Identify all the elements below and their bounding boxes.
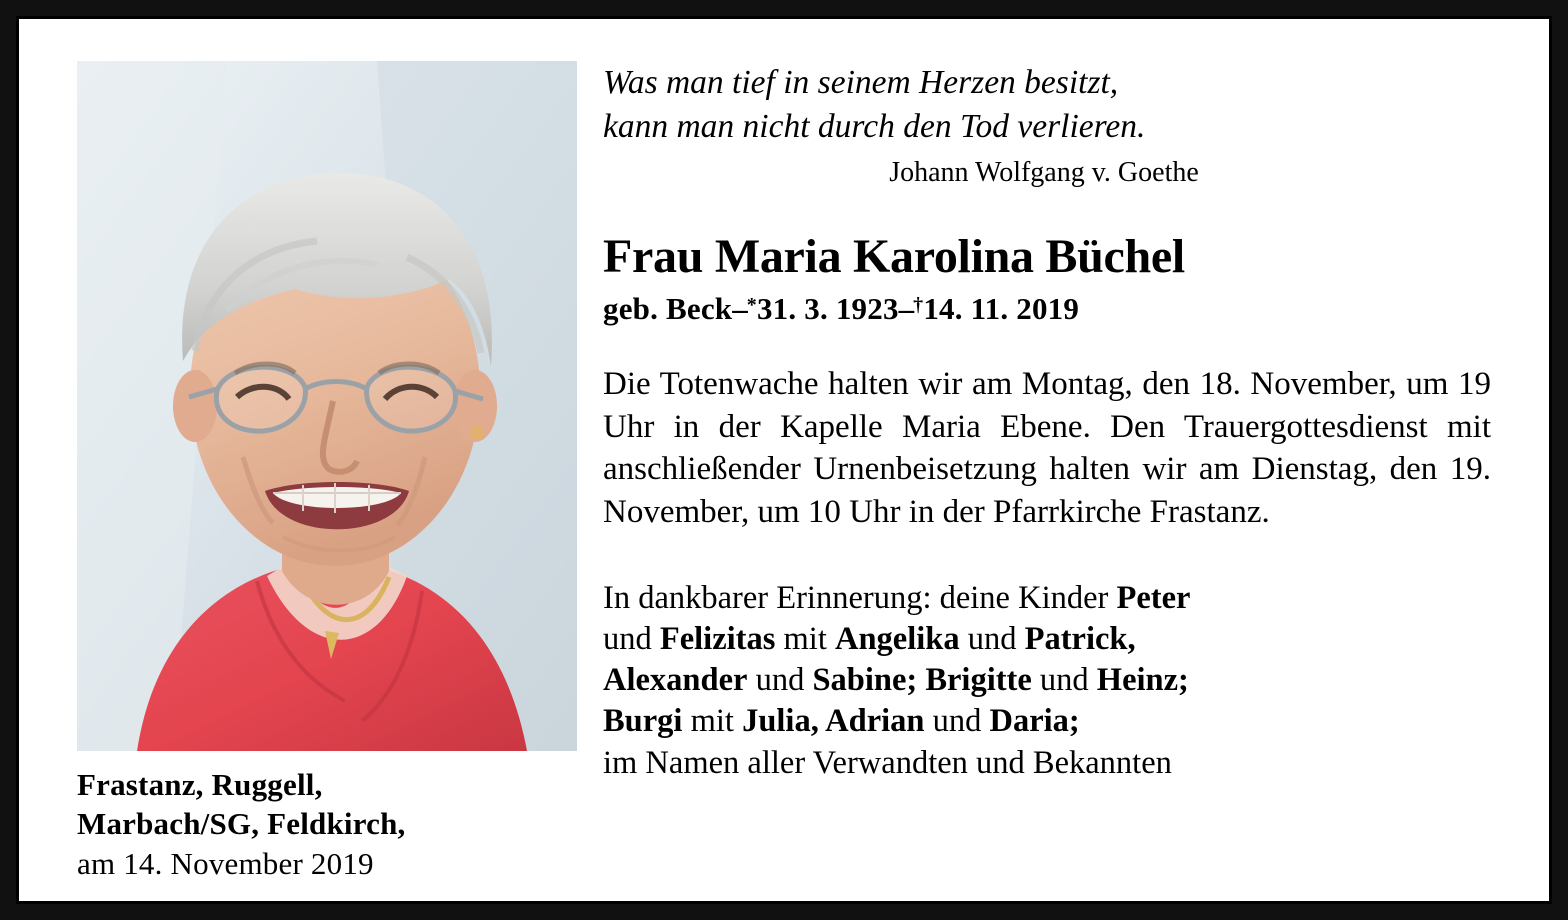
memory-name-daria: Daria; [989, 703, 1080, 740]
memory-line-5: im Namen aller Verwandten und Bekannten [603, 744, 1172, 781]
place-line-2: Marbach/SG, Feldkirch, [77, 806, 406, 842]
memory-l2-text-c: und [959, 620, 1025, 657]
death-date: 14. 11. 2019 [923, 291, 1080, 327]
memory-name-patrick: Patrick, [1024, 620, 1136, 657]
memory-block [603, 578, 1491, 784]
memory-name-felizitas: Felizitas [659, 620, 776, 657]
memory-name-sabine-brigitte: Sabine; Brigitte [812, 662, 1032, 699]
quote-block [603, 61, 1491, 149]
memory-l4-text-a: mit [682, 703, 743, 740]
left-column [19, 19, 579, 901]
cross-symbol-icon: † [913, 294, 924, 317]
quote-author: Johann Wolfgang v. Goethe [889, 157, 1199, 189]
life-dates-line [603, 291, 1491, 327]
memory-l4-text-b: und [924, 703, 990, 740]
quote-line-2: kann man nicht durch den Tod verlieren. [603, 108, 1146, 146]
memory-name-peter: Peter [1116, 579, 1191, 616]
name-block [603, 231, 1491, 327]
memory-name-angelika: Angelika [834, 620, 960, 657]
portrait-illustration [77, 61, 577, 751]
place-line-1: Frastanz, Ruggell, [77, 767, 323, 802]
memory-line-1 [603, 578, 1491, 619]
memory-line-3 [603, 660, 1491, 701]
birth-symbol-icon: * [746, 294, 757, 317]
dash-2: – [898, 291, 914, 327]
birth-date: 31. 3. 1923 [756, 291, 899, 327]
memory-l2-text-a: und [603, 620, 660, 657]
memory-l1-text: In dankbarer Erinnerung: deine Kinder [603, 579, 1117, 616]
memory-l3-text-b: und [1031, 662, 1097, 699]
dash-1: – [732, 291, 747, 327]
memory-name-burgi: Burgi [603, 703, 683, 740]
right-column [579, 19, 1549, 901]
memory-l2-text-b: mit [775, 620, 835, 657]
maiden-name: geb. Beck [603, 291, 733, 327]
memory-line-4 [603, 701, 1491, 742]
service-details-text: Die Totenwache halten wir am Montag, den 18. November, um 19 Uhr in der Kapelle Maria Ebene. Den Trauergottesdienst mit anschließender Urnenbeisetzung halten wir am Dienstag, den 19. November, um 10 Uhr in der Pfarrkirche Frastanz. [603, 366, 1491, 530]
place-block [77, 765, 577, 883]
memory-l3-text-a: und [747, 662, 813, 699]
memory-name-alexander: Alexander [603, 662, 748, 699]
memory-name-julia-adrian: Julia, Adrian [742, 703, 925, 740]
place-date-line: am 14. November 2019 [77, 845, 374, 881]
quote-line-1: Was man tief in seinem Herzen besitzt, [603, 64, 1119, 101]
obituary-card [16, 16, 1552, 904]
memory-line-2 [603, 619, 1491, 660]
memory-name-heinz: Heinz; [1096, 662, 1189, 699]
portrait-photo [77, 61, 577, 751]
page-title: Frau Maria Karolina Büchel [603, 230, 1185, 284]
